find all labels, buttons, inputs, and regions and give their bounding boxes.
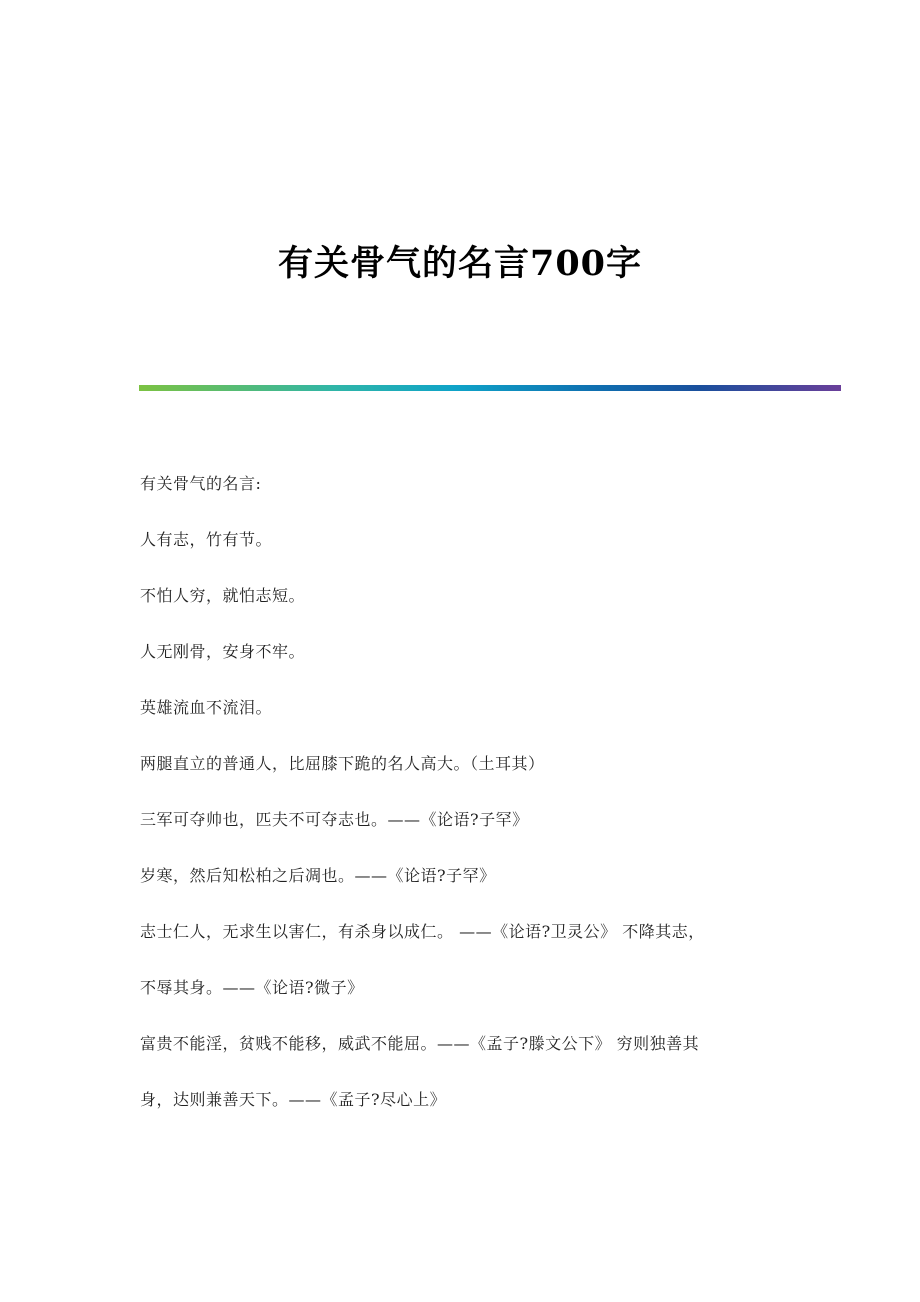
text-line: 不辱其身。——《论语?微子》	[140, 978, 364, 997]
text-line: 不怕人穷，就怕志短。	[140, 586, 306, 605]
text-line: 人无刚骨，安身不牢。	[140, 642, 306, 661]
quote-list	[140, 472, 780, 1144]
text-line: 岁寒，然后知松柏之后凋也。——《论语?子罕》	[140, 866, 496, 885]
text-line: 有关骨气的名言:	[140, 474, 262, 493]
text-line: 富贵不能淫，贫贱不能移，威武不能屈。——《孟子?滕文公下》 穷则独善其	[140, 1034, 700, 1053]
text-line: 身，达则兼善天下。——《孟子?尽心上》	[140, 1090, 447, 1109]
text-line: 两腿直立的普通人，比屈膝下跪的名人高大。（土耳其）	[140, 754, 545, 773]
text-line: 英雄流血不流泪。	[140, 698, 273, 717]
text-line: 志士仁人，无求生以害仁，有杀身以成仁。 ——《论语?卫灵公》 不降其志，	[140, 922, 705, 941]
page-title: 有关骨气的名言700字	[277, 243, 643, 285]
text-line: 人有志，竹有节。	[140, 530, 273, 549]
text-line: 三军可夺帅也，匹夫不可夺志也。——《论语?子罕》	[140, 810, 529, 829]
gradient-divider	[139, 385, 841, 391]
